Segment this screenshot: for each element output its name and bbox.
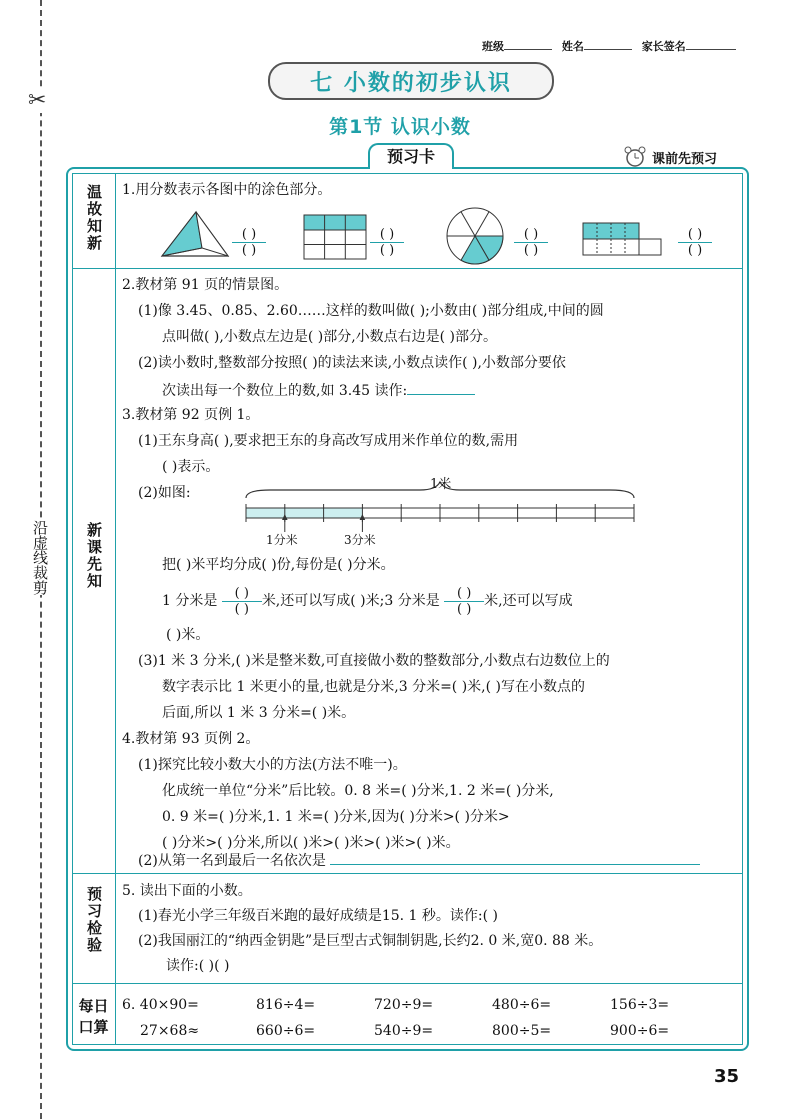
calc-item: 720÷9= (374, 997, 434, 1013)
side-label-new-lesson: 新课先知 (85, 522, 103, 590)
q4-1a: 化成统一单位“分米”后比较。0. 8 米=( )分米,1. 2 米=( )分米, (162, 783, 554, 799)
parent-label: 家长签名 (641, 40, 686, 53)
circle-figure (445, 206, 505, 266)
side-label-daily-calc: 每日口算 (78, 997, 109, 1036)
q3-2c: 1 分米是 $\frac{( )}{( )}$米,还可以写成( )米;3 分米是 $\frac{( )}{( )}$米,还可以写成 (162, 585, 573, 617)
column-divider (115, 173, 116, 1045)
q3-1b: ( )表示。 (162, 459, 220, 475)
q3-3b: 数字表示比 1 米更小的量,也就是分米,3 分米=( )米,( )写在小数点的 (162, 679, 585, 695)
q4-2: (2)从第一名到最后一名依次是 (138, 850, 700, 870)
preview-tag (622, 146, 717, 168)
calc-item: 900÷6= (610, 1023, 670, 1039)
parent-field[interactable] (686, 39, 736, 50)
q2-1a: (1)像 3.45、0.85、2.60……这样的数叫做( );小数由( )部分组成,中间的圆 (138, 303, 604, 319)
q5-1: (1)春光小学三年级百米跑的最好成绩是15. 1 秒。读作:( ) (138, 908, 498, 924)
ranking-answer-blank[interactable] (330, 850, 700, 865)
q3-3a: (3)1 米 3 分米,( )米是整米数,可直接做小数的整数部分,小数点右边数位上的 (138, 653, 610, 669)
side-label-preview-check: 预习检验 (85, 886, 103, 954)
side-label-review: 温故知新 (85, 184, 103, 252)
fraction-blank[interactable]: $\frac{( )}{( )}$ (222, 587, 262, 616)
calc-item: 800÷5= (492, 1023, 552, 1039)
row-divider (72, 268, 743, 269)
clock-icon (622, 146, 648, 168)
fraction-blank[interactable]: ( ) ( ) (678, 228, 712, 257)
q2-1b: 点叫做( ),小数点左边是( )部分,小数点右边是( )部分。 (162, 329, 498, 345)
q4-text: 4.教材第 93 页例 2。 (122, 731, 260, 747)
ruler-label-3dm: 3分米 (344, 533, 376, 547)
q3-text: 3.教材第 92 页例 1。 (122, 407, 260, 423)
triangle-figure (160, 210, 230, 258)
fraction-blank[interactable]: ( ) ( ) (232, 228, 266, 257)
grid-figure (303, 214, 367, 260)
q2-2b: 次读出每一个数位上的数,如 3.45 读作: (162, 380, 475, 400)
q2-2a: (2)读小数时,整数部分按照( )的读法来读,小数点读作( ),小数部分要依 (138, 355, 566, 371)
class-field[interactable] (504, 39, 552, 50)
calc-item: 6. 40×90= (122, 997, 199, 1013)
calc-item: 156÷3= (610, 997, 670, 1013)
scissors-icon: ✂ (28, 88, 47, 113)
q4-1: (1)探究比较小数大小的方法(方法不唯一)。 (138, 757, 407, 773)
bar-figure (582, 222, 662, 256)
class-label: 班级 (482, 40, 504, 53)
q3-2: (2)如图: (138, 485, 191, 501)
q4-1b: 0. 9 米=( )分米,1. 1 米=( )分米,因为( )分米>( )分米> (162, 809, 510, 825)
row-divider (72, 873, 743, 874)
q4-1c: ( )分米>( )分米,所以( )米>( )米>( )米>( )米。 (162, 835, 460, 851)
calc-item: 480÷6= (492, 997, 552, 1013)
q5-2: (2)我国丽江的“纳西金钥匙”是巨型古式铜制钥匙,长约2. 0 米,宽0. 88 米。 (138, 933, 603, 949)
name-field[interactable] (584, 39, 632, 50)
card-title: 预习卡 (368, 143, 454, 169)
calc-item: 27×68≈ (140, 1023, 200, 1039)
cut-label: 沿虚线裁剪 (31, 520, 49, 595)
q3-1a: (1)王东身高( ),要求把王东的身高改写成用米作单位的数,需用 (138, 433, 519, 449)
section-title: 第1节 认识小数 (329, 116, 471, 138)
ruler-label-1m: 1米 (430, 477, 452, 492)
calc-item: 540÷9= (374, 1023, 434, 1039)
chapter-title: 七 小数的初步认识 (268, 62, 554, 100)
fraction-blank[interactable]: ( ) ( ) (370, 228, 404, 257)
page-number: 35 (714, 1066, 740, 1087)
q3-2b: 把( )米平均分成( )份,每份是( )分米。 (162, 557, 395, 573)
header-info (482, 38, 736, 54)
calc-item: 660÷6= (256, 1023, 316, 1039)
preview-label: 课前先预习 (652, 151, 718, 167)
name-label: 姓名 (561, 40, 584, 53)
q5-3: 读作:( )( ) (166, 958, 230, 974)
ruler-label-1dm: 1分米 (266, 533, 298, 547)
read-answer-blank[interactable] (407, 380, 475, 395)
q3-2d: ( )米。 (166, 627, 210, 643)
q3-3c: 后面,所以 1 米 3 分米=( )米。 (162, 705, 356, 721)
row-divider (72, 983, 743, 984)
calc-item: 816÷4= (256, 997, 316, 1013)
q2-text: 2.教材第 91 页的情景图。 (122, 277, 289, 293)
fraction-blank[interactable]: ( ) ( ) (514, 228, 548, 257)
fraction-blank[interactable]: $\frac{( )}{( )}$ (444, 587, 484, 616)
q5-text: 5. 读出下面的小数。 (122, 883, 252, 899)
q1-text: 1.用分数表示各图中的涂色部分。 (122, 182, 332, 198)
